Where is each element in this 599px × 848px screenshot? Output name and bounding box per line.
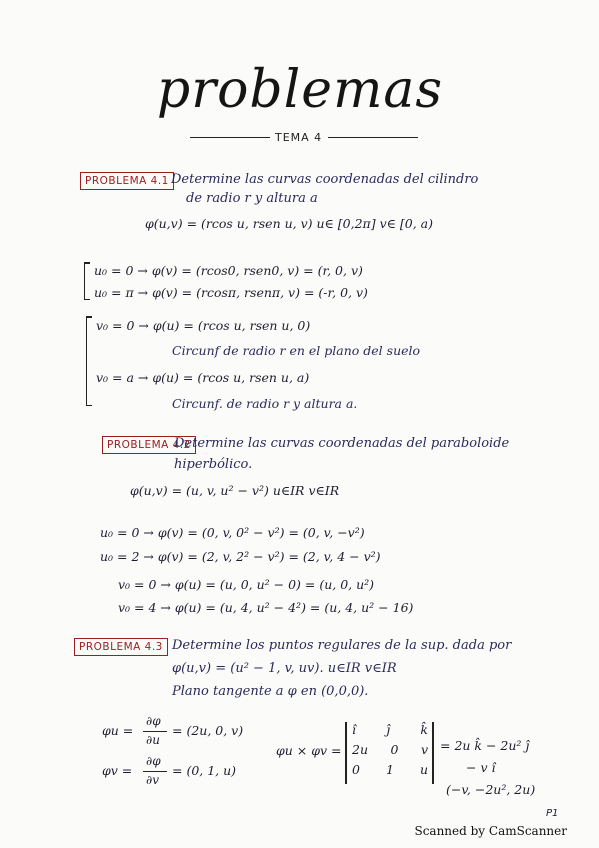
- cross-product-result: = 2u k̂ − 2u² ĵ: [440, 738, 530, 753]
- matrix-cell: ĵ: [386, 722, 391, 737]
- phi-v-denominator: ∂v: [146, 773, 159, 787]
- phi-u-denominator: ∂u: [146, 733, 160, 747]
- problem-4-1-statement-line1: Determine las curvas coordenadas del cilindro: [171, 172, 479, 187]
- problem-4-1-statement-line2: de radio r y altura a: [186, 191, 318, 206]
- bracket-v-curves: [86, 316, 87, 406]
- coordinate-curve-line: v₀ = 0 → φ(u) = (u, 0, u² − 0) = (u, 0, u²): [118, 577, 375, 592]
- phi-u-numerator: ∂φ: [146, 714, 161, 728]
- matrix-cell: v: [420, 742, 428, 757]
- determinant-left-bar: [345, 722, 347, 784]
- phi-v-fraction-bar: [143, 771, 167, 772]
- phi-u-result: = (2u, 0, v): [172, 723, 244, 738]
- problem-tag-4-3: PROBLEMA 4.3: [74, 638, 168, 656]
- cross-product-vector: (−v, −2u², 2u): [446, 782, 536, 797]
- scanner-watermark: Scanned by CamScanner: [414, 824, 567, 838]
- matrix-cell: k̂: [420, 722, 428, 737]
- phi-v-result: = (0, 1, u): [172, 763, 237, 778]
- determinant-matrix: [352, 722, 428, 782]
- phi-v-label: φv =: [102, 763, 133, 778]
- determinant-right-bar: [432, 722, 434, 784]
- coordinate-curve-line: u₀ = 0 → φ(v) = (0, v, 0² − v²) = (0, v, −v²): [100, 525, 365, 540]
- coordinate-curve-line: u₀ = 2 → φ(v) = (2, v, 2² − v²) = (2, v, 4 − v²): [100, 549, 381, 564]
- tema-divider: [190, 131, 425, 143]
- bracket-u-curves: [84, 262, 85, 300]
- v-curve-line: v₀ = a → φ(u) = (rcos u, rsen u, a): [96, 370, 310, 385]
- matrix-cell: 0: [352, 762, 360, 777]
- matrix-cell: 2u: [352, 742, 369, 757]
- tema-label: TEMA 4: [272, 131, 325, 144]
- page-title: problemas: [156, 60, 444, 120]
- problem-tag-4-2: PROBLEMA 4.2: [102, 436, 196, 454]
- matrix-cell: 1: [385, 762, 394, 777]
- problem-4-3-statement-line1: Determine los puntos regulares de la sup. dada por: [172, 638, 512, 653]
- problem-4-1-parametrization: φ(u,v) = (rcos u, rsen u, v) u∈ [0,2π] v∈ [0, a): [145, 216, 433, 231]
- matrix-cell: 0: [390, 742, 399, 757]
- v-curve-note: Circunf. de radio r y altura a.: [172, 396, 358, 411]
- phi-v-numerator: ∂φ: [146, 754, 161, 768]
- coordinate-curve-line: v₀ = 4 → φ(u) = (u, 4, u² − 4²) = (u, 4, u² − 16): [118, 600, 414, 615]
- problem-4-2-statement-line1: Determine las curvas coordenadas del paraboloide: [174, 436, 510, 451]
- problem-tag-4-1: PROBLEMA 4.1: [80, 172, 174, 190]
- matrix-cell: u: [419, 762, 428, 777]
- cross-product-result: − v î: [466, 760, 496, 775]
- v-curve-note: Circunf de radio r en el plano del suelo: [172, 343, 421, 358]
- v-curve-line: v₀ = 0 → φ(u) = (rcos u, rsen u, 0): [96, 318, 311, 333]
- problem-4-2-parametrization: φ(u,v) = (u, v, u² − v²) u∈IR v∈IR: [130, 483, 340, 498]
- page-number: P1: [546, 808, 559, 819]
- phi-u-fraction-bar: [143, 731, 167, 732]
- problem-4-3-statement-line3: Plano tangente a φ en (0,0,0).: [172, 684, 369, 699]
- problem-4-2-statement-line2: hiperbólico.: [174, 457, 253, 472]
- problem-4-3-statement-line2: φ(u,v) = (u² − 1, v, uv). u∈IR v∈IR: [172, 661, 397, 676]
- matrix-cell: î: [352, 722, 356, 737]
- phi-u-label: φu =: [102, 723, 134, 738]
- cross-product-label: φu × φv =: [276, 743, 342, 758]
- u-curve-line: u₀ = π → φ(v) = (rcosπ, rsenπ, v) = (-r, 0, v): [94, 285, 368, 300]
- u-curve-line: u₀ = 0 → φ(v) = (rcos0, rsen0, v) = (r, 0, v): [94, 263, 363, 278]
